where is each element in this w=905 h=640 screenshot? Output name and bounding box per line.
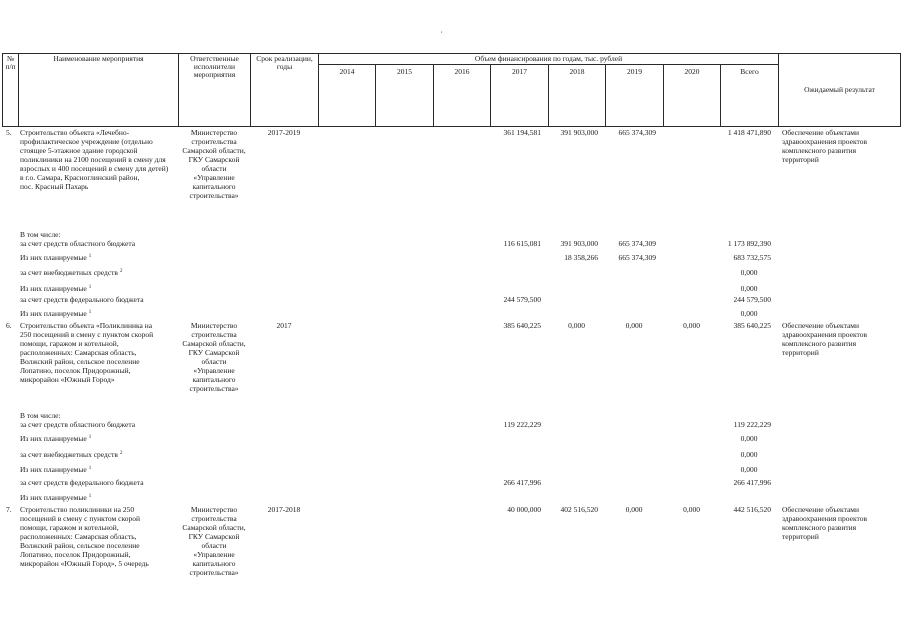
header-year-2016-cell xyxy=(433,64,491,127)
row-6-federal-budget-2017: 266 417,996 xyxy=(503,478,541,487)
header-year-2020-cell xyxy=(663,64,721,127)
row-5-value-2018: 391 903,000 xyxy=(560,128,598,137)
row-5-regional-planned-2019: 665 374,309 xyxy=(618,253,656,262)
row-6-extrabudget-total: 0,000 xyxy=(740,450,758,459)
row-5-name: Строительство объекта «Лечебно- профилактическое учреждение (отдельно стоящее 5-этажное здание городской поликлиники на 2100 посещений в смену для взрослых и 400 посещений в смену для детей) в г.о. Самара, Красноглинский район, пос. Красный Пахарь xyxy=(20,128,169,191)
header-year-2015: 2015 xyxy=(397,67,412,76)
row-6-value-2017: 385 640,225 xyxy=(503,321,541,330)
row-5-value-2019: 665 374,309 xyxy=(618,128,656,137)
row-7-value-2020: 0,000 xyxy=(683,505,700,514)
header-year-2015-cell xyxy=(375,64,434,127)
row-6-result: Обеспечение объектами здравоохранения проектов комплексного развития территорий xyxy=(782,321,867,357)
row-6-value-2019: 0,000 xyxy=(625,321,643,330)
header-year-2016: 2016 xyxy=(454,67,470,76)
row-5-regional-planned-2018: 18 358,266 xyxy=(564,253,598,262)
row-6-regional-budget-total: 119 222,229 xyxy=(733,420,771,429)
row-6-regional-planned-label xyxy=(20,434,91,443)
footnote-mark: 1 xyxy=(88,285,92,290)
header-year-2018: 2018 xyxy=(569,67,585,76)
row-5-regional-planned-label xyxy=(20,253,91,262)
row-5-value-2017: 361 194,581 xyxy=(503,128,541,137)
row-7-value-total: 442 516,520 xyxy=(733,505,771,514)
row-6-federal-planned-label xyxy=(20,493,91,502)
planned-label-text: Из них планируемые xyxy=(20,284,87,293)
header-total-label: Всего xyxy=(740,67,759,76)
extrabudget-label-text: за счет внебюджетных средств xyxy=(20,268,118,277)
row-5-federal-planned-label xyxy=(20,309,91,318)
row-6-breakdown-intro: В том числе: xyxy=(20,411,61,420)
planned-label-text: Из них планируемые xyxy=(20,493,87,502)
footnote-mark: 1 xyxy=(88,435,92,440)
row-6-federal-budget-total: 266 417,996 xyxy=(733,478,771,487)
row-5-regional-budget-2019: 665 374,309 xyxy=(618,239,656,248)
row-5-breakdown-intro: В том числе: xyxy=(20,230,61,239)
row-5-federal-budget-2017: 244 579,500 xyxy=(503,295,541,304)
row-6-responsible: Министерство строительства Самарской области, ГКУ Самарской области «Управление капитального строительства» xyxy=(182,321,246,393)
footnote-mark: 1 xyxy=(88,254,92,259)
row-5-federal-budget-total: 244 579,500 xyxy=(733,295,771,304)
extrabudget-label-text: за счет внебюджетных средств xyxy=(20,450,118,459)
row-6-value-2020: 0,000 xyxy=(683,321,700,330)
row-7-value-2019: 0,000 xyxy=(625,505,643,514)
row-6-extrabudget-label xyxy=(20,450,122,459)
row-7-value-2017: 40 000,000 xyxy=(507,505,541,514)
row-5-regional-planned-total: 683 732,575 xyxy=(733,253,771,262)
planned-label-text: Из них планируемые xyxy=(20,253,87,262)
row-7-value-2018: 402 516,520 xyxy=(560,505,598,514)
header-responsible-cell xyxy=(178,53,251,127)
header-number-cell xyxy=(2,53,19,127)
header-result-label: Ожидаемый результат xyxy=(804,85,875,94)
header-responsible-label: Ответственные исполнители мероприятия xyxy=(190,54,239,79)
row-6-federal-budget-label: за счет средств федерального бюджета xyxy=(20,478,144,487)
header-term-cell xyxy=(250,53,319,127)
row-6-value-total: 385 640,225 xyxy=(733,321,771,330)
row-7-responsible: Министерство строительства Самарской области, ГКУ Самарской области «Управление капитального строительства» xyxy=(182,505,246,577)
header-financing-label: Объем финансирования по годам, тыс. рублей xyxy=(474,54,623,63)
row-7-number: 7. xyxy=(6,505,12,514)
planned-label-text: Из них планируемые xyxy=(20,309,87,318)
row-5-responsible: Министерство строительства Самарской области, ГКУ Самарской области «Управление капитального строительства» xyxy=(182,128,246,200)
row-6-regional-budget-label: за счет средств областного бюджета xyxy=(20,420,136,429)
row-5-extrabudget-planned-label xyxy=(20,284,91,293)
footnote-mark: 1 xyxy=(88,310,92,315)
row-6-regional-budget-2017: 119 222,229 xyxy=(503,420,541,429)
row-5-term: 2017-2019 xyxy=(267,128,301,137)
row-6-regional-planned-total: 0,000 xyxy=(740,434,758,443)
header-total-cell xyxy=(720,64,779,127)
header-year-2014: 2014 xyxy=(339,67,355,76)
header-year-2014-cell xyxy=(318,64,376,127)
planned-label-text: Из них планируемые xyxy=(20,465,87,474)
header-result-cell xyxy=(778,53,901,127)
row-5-federal-budget-label: за счет средств федерального бюджета xyxy=(20,295,144,304)
row-7-result: Обеспечение объектами здравоохранения проектов комплексного развития территорий xyxy=(782,505,867,541)
header-year-2017-cell xyxy=(490,64,549,127)
row-5-extrabudget-planned-total: 0,000 xyxy=(740,284,758,293)
row-5-federal-planned-total: 0,000 xyxy=(740,309,758,318)
row-6-term: 2017 xyxy=(276,321,292,330)
row-5-number: 5. xyxy=(6,128,12,137)
row-5-extrabudget-total: 0,000 xyxy=(740,268,758,277)
footnote-mark: 2 xyxy=(119,269,123,274)
row-5-value-total: 1 418 471,890 xyxy=(727,128,771,137)
row-6-value-2018: 0,000 xyxy=(568,321,585,330)
footnote-mark: 1 xyxy=(88,466,92,471)
header-term-label: Срок реализации, годы xyxy=(256,54,313,71)
row-5-extrabudget-label xyxy=(20,268,122,277)
footnote-mark: 2 xyxy=(119,451,123,456)
header-year-2019: 2019 xyxy=(627,67,642,76)
row-5-regional-budget-2017: 116 615,081 xyxy=(503,239,541,248)
header-year-2017: 2017 xyxy=(512,67,527,76)
header-year-2018-cell xyxy=(548,64,606,127)
row-6-name: Строительство объекта «Поликлиника на 250 посещений в смену с пунктом скорой помощи, гаражом и котельной, расположенных: Самарская область, Волжский район, сельское поселение Лопатино, поселок Придорожный, микрорайон «Южный Город» xyxy=(20,321,154,384)
header-year-2019-cell xyxy=(605,64,664,127)
row-5-result: Обеспечение объектами здравоохранения проектов комплексного развития территорий xyxy=(782,128,867,164)
row-6-extrabudget-planned-label xyxy=(20,465,91,474)
row-7-name: Строительство поликлиники на 250 посещений в смену с пунктом скорой помощи, гаражом и котельной, расположенных: Самарская область, Волжский район, сельское поселение Лопатино, поселок Придорожный, микрорайон «Южный Город», 5 очередь xyxy=(20,505,149,568)
row-5-regional-budget-2018: 391 903,000 xyxy=(560,239,598,248)
row-6-number: 6. xyxy=(6,321,12,330)
header-name-label: Наименование мероприятия xyxy=(53,54,144,63)
row-6-extrabudget-planned-total: 0,000 xyxy=(740,465,758,474)
row-7-term: 2017-2018 xyxy=(267,505,301,514)
header-year-2020: 2020 xyxy=(684,67,700,76)
header-name-cell xyxy=(18,53,179,127)
planned-label-text: Из них планируемые xyxy=(20,434,87,443)
row-5-regional-budget-total: 1 173 892,390 xyxy=(727,239,771,248)
row-5-regional-budget-label: за счет средств областного бюджета xyxy=(20,239,136,248)
footnote-mark: 1 xyxy=(88,494,92,499)
page-mark: , xyxy=(441,28,443,34)
header-number-label: № п/п xyxy=(5,54,16,71)
